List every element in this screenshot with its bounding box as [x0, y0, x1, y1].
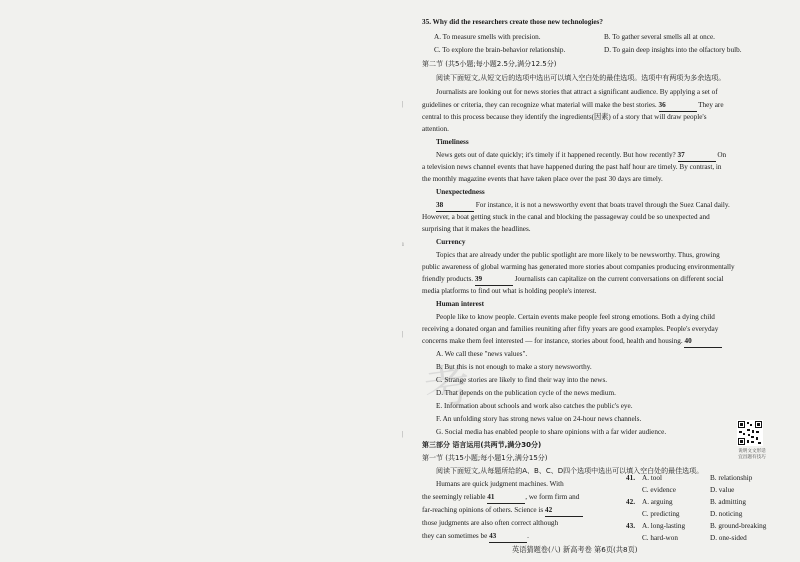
- q35-option-b: B. To gather several smells all at once.: [604, 33, 715, 41]
- cloze-line: far-reaching opinions of others. Science is 42: [422, 504, 583, 517]
- section-2-instruction: 阅读下面短文,从短文后的选项中选出可以填入空白处的最佳选项。选项中有两项为多余选项。: [436, 74, 726, 82]
- cloze-line: Humans are quick judgment machines. With: [436, 480, 564, 488]
- choice-option: B. admitting: [710, 498, 746, 506]
- passage-line: public awareness of global warming has generated more stories about companies producing environmentally: [422, 263, 735, 271]
- blank-38: 38: [436, 199, 474, 212]
- choice-option: A. long-lasting: [642, 522, 686, 530]
- subheading-unexpectedness: Unexpectedness: [436, 188, 485, 196]
- passage-line: surprising that it makes the headlines.: [422, 225, 531, 233]
- passage-line: guidelines or criteria, they can recognize what material will make the best stories. 36 They are: [422, 99, 724, 112]
- subheading-currency: Currency: [436, 238, 466, 246]
- question-35: 35. Why did the researchers create those new technologies?: [422, 18, 603, 26]
- choice-option: D. noticing: [710, 510, 743, 518]
- passage-line: People like to know people. Certain events make people feel strong emotions. Both a dying child: [436, 313, 715, 321]
- blank-40: 40: [684, 335, 722, 348]
- blank-43: 43: [489, 530, 527, 543]
- part-3-heading: 第三部分 语言运用(共两节,满分30分): [422, 441, 542, 449]
- blank-36: 36: [659, 99, 697, 112]
- choice-number: 43.: [626, 522, 635, 530]
- option-item: A. We call these "news values".: [436, 350, 528, 358]
- choice-option: B. relationship: [710, 474, 753, 482]
- subheading-human-interest: Human interest: [436, 300, 484, 308]
- passage-line: Journalists are looking out for news stories that attract a significant audience. By applying a set of: [436, 88, 718, 96]
- part-3-instruction: 阅读下面短文,从每题所给的A、B、C、D四个选项中选出可以填入空白处的最佳选项。: [436, 467, 704, 475]
- passage-line: attention.: [422, 125, 449, 133]
- passage-line: a television news channel events that have happened during the past half hour are timely. By contrast, in: [422, 163, 722, 171]
- choice-option: C. predicting: [642, 510, 680, 518]
- choice-option: A. arguing: [642, 498, 673, 506]
- passage-line: receiving a donated organ and families reuniting after fifty years are good examples. People's everyday: [422, 325, 719, 333]
- option-item: E. Information about schools and work also catches the public's eye.: [436, 402, 633, 410]
- option-item: D. That depends on the publication cycle of the news medium.: [436, 389, 616, 397]
- q35-option-c: C. To explore the brain-behavior relationship.: [434, 46, 566, 54]
- option-item: C. Strange stories are likely to find their way into the news.: [436, 376, 608, 384]
- choice-option: B. ground-breaking: [710, 522, 767, 530]
- blank-42: 42: [545, 504, 583, 517]
- choice-option: D. value: [710, 486, 735, 494]
- blank-37: 37: [678, 149, 716, 162]
- passage-line: Topics that are already under the public spotlight are more likely to be newsworthy. Thus, growing: [436, 251, 720, 259]
- option-item: G. Social media has enabled people to share opinions with a far wider audience.: [436, 428, 667, 436]
- margin-mark: |: [402, 100, 404, 108]
- passage-line: 38 For instance, it is not a newsworthy event that boats travel through the Suez Canal daily.: [422, 199, 730, 212]
- cloze-line: they can sometimes be 43 .: [422, 530, 529, 543]
- margin-mark: ı: [402, 240, 404, 248]
- passage-line: concerns make them feel interested — for instance, stories about food, health and housing. 40: [422, 335, 722, 348]
- option-item: B. But this is not enough to make a story newsworthy.: [436, 363, 592, 371]
- qr-caption: 说明文文形话 宜昌题有技巧: [738, 449, 766, 460]
- passage-line: However, a boat getting stuck in the canal and blocking the passageway could be so unexpected and: [422, 213, 710, 221]
- watermark: 考: [420, 355, 482, 417]
- margin-mark: |: [402, 430, 404, 438]
- q35-option-a: A. To measure smells with precision.: [434, 33, 541, 41]
- choice-option: A. tool: [642, 474, 662, 482]
- option-item: F. An unfolding story has strong news value on 24-hour news channels.: [436, 415, 642, 423]
- choice-option: C. hard-won: [642, 534, 678, 542]
- cloze-line: the seemingly reliable 41 , we form firm and: [422, 491, 579, 504]
- page-footer: 英语猜题卷(八) 新高考卷 第6页(共8页): [512, 545, 638, 554]
- subheading-timeliness: Timeliness: [436, 138, 469, 146]
- margin-mark: |: [402, 330, 404, 338]
- cloze-line: those judgments are also often correct although: [422, 519, 559, 527]
- passage-line: media platforms to find out what is holding people's interest.: [422, 287, 597, 295]
- part-3-section-1: 第一节 (共15小题;每小题1分,满分15分): [422, 454, 548, 462]
- choice-number: 41.: [626, 474, 635, 482]
- choice-option: D. one-sided: [710, 534, 747, 542]
- q35-option-d: D. To gain deep insights into the olfactory bulb.: [604, 46, 742, 54]
- choice-number: 42.: [626, 498, 635, 506]
- passage-line: News gets out of date quickly; it's timely if it happened recently. But how recently? 37 On: [422, 149, 726, 162]
- blank-39: 39: [475, 273, 513, 286]
- passage-line: friendly products. 39 Journalists can capitalize on the current conversations on different social: [422, 273, 724, 286]
- section-2-heading: 第二节 (共5小题;每小题2.5分,满分12.5分): [422, 60, 557, 68]
- choice-option: C. evidence: [642, 486, 676, 494]
- passage-line: the monthly magazine events that have taken place over the past 30 days are timely.: [422, 175, 663, 183]
- passage-line: central to this process because they identify the ingredients(因素) of a story that will draw people's: [422, 113, 707, 121]
- qr-code-icon: [737, 420, 763, 446]
- blank-41: 41: [487, 491, 525, 504]
